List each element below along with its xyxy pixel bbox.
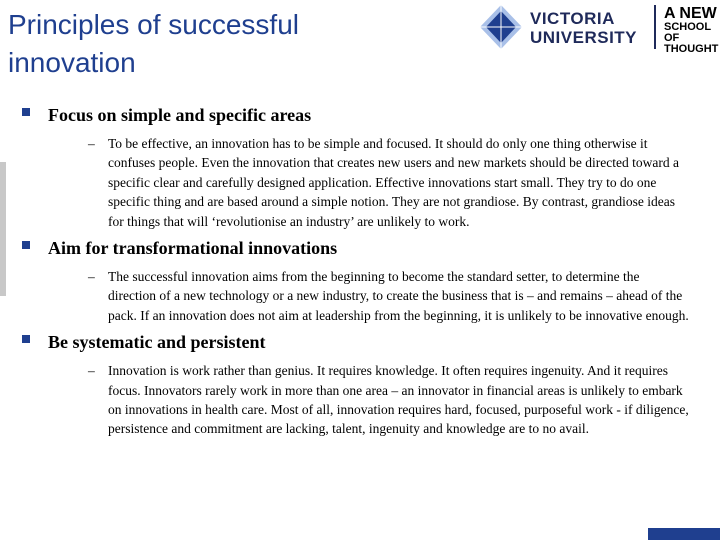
bullet-heading: Focus on simple and specific areas [48,105,312,125]
victoria-university-logo [478,3,720,53]
dash-bullet: – [88,363,95,379]
bullet-item [20,235,690,325]
dash-bullet: – [88,269,95,285]
square-bullet-icon [22,108,30,116]
bullet-subtext [68,361,690,439]
dash-bullet: – [88,136,95,151]
logo-divider [654,5,656,49]
bullet-item [20,102,690,231]
bullet-item [20,329,690,439]
bullet-subtext [68,134,690,231]
slide-title: Principles of successful innovation [8,9,300,78]
square-bullet-icon [22,241,30,249]
vu-diamond-mark-icon [478,3,524,51]
tagline-line2: SCHOOL OF [664,21,711,44]
bullet-subtext-body: The successful innovation aims from the beginning to become the standard setter, to determine the direction of a new technology or a new industry, to create the business that is – and remains – ahead of the pack. If an innovation does not aim at leadership from the beginning, it is unlikely to be innovative enough. [108,269,689,323]
university-name-line2: UNIVERSITY [530,28,638,47]
bullet-heading: Be systematic and persistent [48,332,266,353]
bullet-subtext [68,267,690,325]
slide-body [20,102,690,439]
square-bullet-icon [22,335,30,343]
footer-accent-block [648,528,720,540]
bullet-subtext-body: To be effective, an innovation has to be simple and focused. It should do only one thing otherwise it confuses people. Even the innovation that creates new users and new markets should be directed toward a specific clear and carefully designed application. Effective innovations start small. They try to do one specific thing and are based around a simple notion. They are not grandiose. By contrast, grandiose ideas for things that will ‘revolutionise an industry’ are unlikely to work. [108,136,679,229]
tagline-line1: A NEW [664,5,717,22]
university-name [530,9,637,47]
tagline [664,5,720,55]
university-name-line1: VICTORIA [530,9,615,28]
bullet-subtext-body: Innovation is work rather than genius. It requires knowledge. It often requires ingenuity. And it requires focus. Innovators rarely work in more than one area – an innovator in financial areas is unlikely to embark on innovations in health care. Most of all, innovation requires hard, focused, purposeful work - if diligence, persistence and commitment are lacking, talent, ingenuity and knowledge are to no avail. [108,363,689,437]
tagline-line3: THOUGHT [664,43,719,55]
left-decorative-bar [0,162,6,296]
bullet-heading: Aim for transformational innovations [48,238,338,259]
